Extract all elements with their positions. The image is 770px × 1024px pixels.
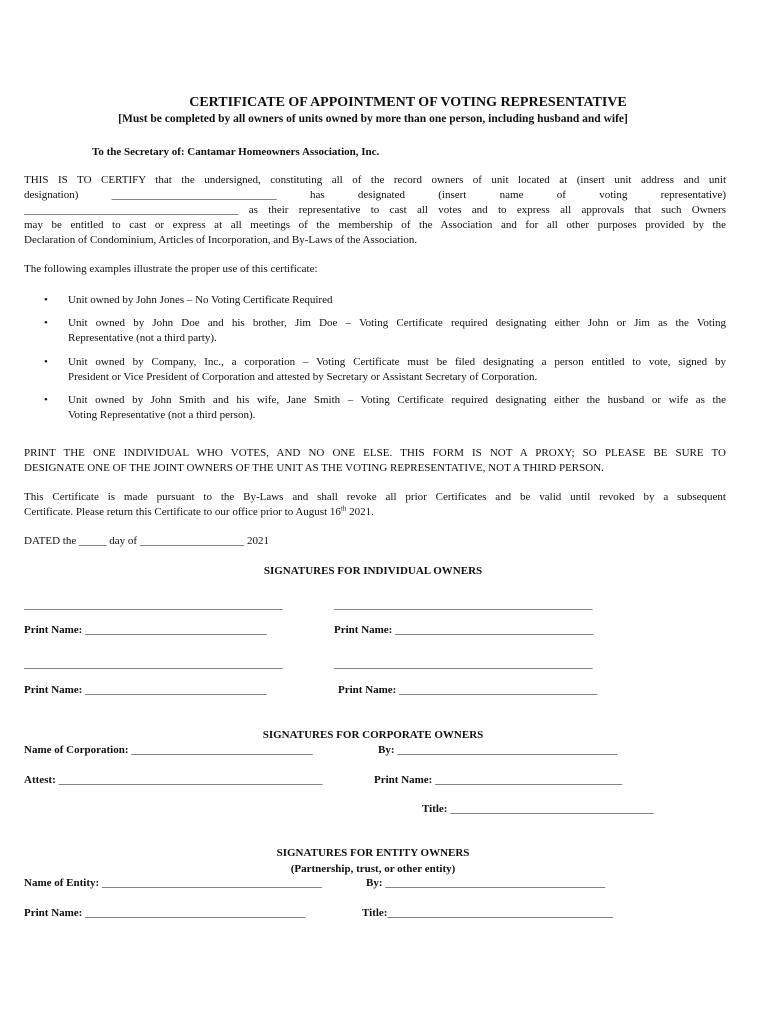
signature-line[interactable]: _______________________________________________ [24,599,283,611]
attest-label: Attest: [24,774,56,786]
entity-signatures-subheading: (Partnership, trust, or other entity) [290,863,456,875]
corporate-title-field[interactable] [422,803,654,815]
bullet-icon: • [44,317,48,329]
list-item [68,355,726,385]
entity-name-label: Name of Entity: [24,877,100,889]
title-blank[interactable]: _________________________________________ [387,907,613,919]
list-item [68,316,726,346]
signature-line[interactable]: _______________________________________________ [334,658,593,670]
print-name-label: Print Name: [374,774,433,786]
revocation-text: 2021. [346,506,374,518]
print-name-blank[interactable]: __________________________________ [432,774,623,786]
bullet-icon: • [44,356,48,368]
by-blank[interactable]: ________________________________________ [382,877,606,889]
examples-intro-text: The following examples illustrate the proper use of this certificate: [24,263,318,275]
print-name-label: Print Name: [334,624,393,636]
print-name-field[interactable] [334,624,593,636]
instruction-paragraph [24,446,726,476]
corporation-name-blank[interactable]: _________________________________ [128,744,313,756]
entity-title-field[interactable] [362,907,613,919]
print-name-label: Print Name: [338,684,397,696]
certify-line: Declaration of Condominium, Articles of Incorporation, and By-Laws of the Association. [24,234,418,246]
entity-name-field[interactable] [24,877,322,889]
attest-field[interactable] [24,774,323,786]
attest-blank[interactable]: ________________________________________________ [55,774,323,786]
certify-line: THIS IS TO CERTIFY that the undersigned, constituting all of the record owners of unit located at (insert unit address and unit [24,174,726,186]
list-item-text: Voting Representative (not a third person). [68,409,256,421]
list-item-text: Unit owned by John Smith and his wife, Jane Smith – Voting Certificate required designating either the husband or wife as the [68,394,726,406]
print-name-blank[interactable]: _________________________________ [82,684,267,696]
entity-print-name-field[interactable] [24,907,305,919]
title-blank[interactable]: _____________________________________ [447,803,654,815]
corporation-name-label: Name of Corporation: [24,744,129,756]
date-superscript: th [340,504,347,513]
print-name-blank[interactable]: ____________________________________ [396,684,598,696]
bullet-icon: • [44,394,48,406]
corporate-signatures-heading: SIGNATURES FOR CORPORATE OWNERS [262,729,484,741]
dated-field[interactable]: DATED the _____ day of ___________________ 2021 [24,535,270,547]
revocation-line [24,505,726,520]
entity-signatures-heading: SIGNATURES FOR ENTITY OWNERS [276,847,470,859]
print-name-field[interactable] [24,684,267,696]
bullet-icon: • [44,294,48,306]
document-subtitle: [Must be completed by all owners of units owned by more than one person, including husband and wife] [118,113,628,125]
print-name-field[interactable] [338,684,597,696]
revocation-text: Certificate. Please return this Certificate to our office prior to August 16 [24,506,341,518]
list-item [68,293,726,308]
individual-signatures-heading: SIGNATURES FOR INDIVIDUAL OWNERS [263,565,483,577]
list-item-text: Unit owned by Company, Inc., a corporation – Voting Certificate must be filed designating a person entitled to vote, signed by [68,356,726,368]
corporate-print-name-field[interactable] [374,774,622,786]
entity-by-field[interactable] [366,877,605,889]
list-item-text: Unit owned by John Jones – No Voting Certificate Required [68,294,333,306]
title-label: Title: [362,907,388,919]
list-item-text: President or Vice President of Corporation and attested by Secretary or Assistant Secretary of Corporation. [68,371,538,383]
by-blank[interactable]: ________________________________________ [394,744,618,756]
entity-name-blank[interactable]: ________________________________________ [99,877,322,889]
certify-line: _______________________________________ as their representative to cast all votes and to express all approvals that such Owners [24,204,726,216]
revocation-line: This Certificate is made pursuant to the By-Laws and shall revoke all prior Certificates and be valid until revoked by a subsequent [24,491,726,503]
by-label: By: [378,744,395,756]
certify-line: designation) ______________________________ has designated (insert name of voting representative) [24,189,726,201]
list-item-text: Representative (not a third party). [68,332,217,344]
certify-line: may be entitled to cast or express at all meetings of the membership of the Association and for all other purposes provided by the [24,219,726,231]
print-name-label: Print Name: [24,684,83,696]
addressee-line: To the Secretary of: Cantamar Homeowners Association, Inc. [92,146,380,158]
instruction-line: PRINT THE ONE INDIVIDUAL WHO VOTES, AND NO ONE ELSE. THIS FORM IS NOT A PROXY; SO PLEASE BE SURE TO [24,447,726,459]
document-title: CERTIFICATE OF APPOINTMENT OF VOTING REPRESENTATIVE [189,95,627,110]
certification-paragraph [24,173,726,248]
signature-line[interactable]: _______________________________________________ [334,599,593,611]
title-label: Title: [422,803,448,815]
print-name-label: Print Name: [24,907,83,919]
instruction-line: DESIGNATE ONE OF THE JOINT OWNERS OF THE UNIT AS THE VOTING REPRESENTATIVE, NOT A THIRD PERSON. [24,462,604,474]
signature-line[interactable]: _______________________________________________ [24,658,283,670]
list-item [68,393,726,423]
examples-intro [24,262,726,277]
revocation-paragraph [24,490,726,520]
print-name-blank[interactable]: _________________________________ [82,624,267,636]
list-item-text: Unit owned by John Doe and his brother, Jim Doe – Voting Certificate required designating either John or Jim as the Voting [68,317,726,329]
print-name-blank[interactable]: ________________________________________ [82,907,306,919]
corporation-name-field[interactable] [24,744,313,756]
print-name-field[interactable] [24,624,267,636]
print-name-blank[interactable]: ____________________________________ [392,624,594,636]
corporate-by-field[interactable] [378,744,617,756]
by-label: By: [366,877,383,889]
print-name-label: Print Name: [24,624,83,636]
